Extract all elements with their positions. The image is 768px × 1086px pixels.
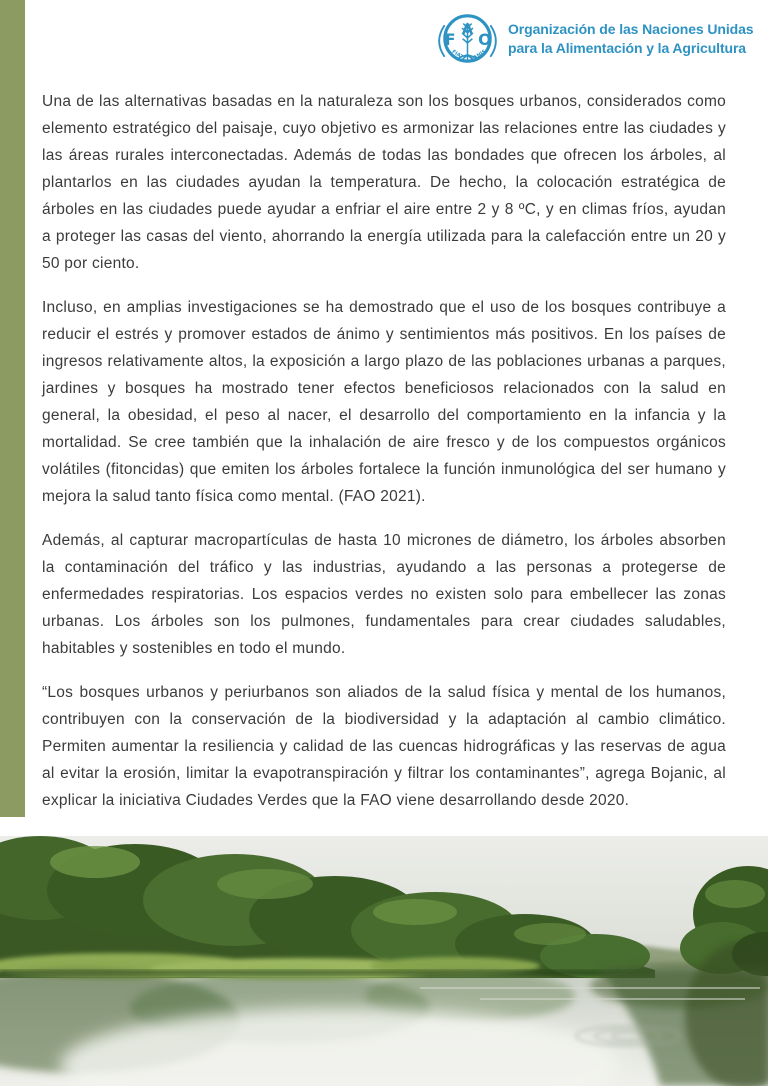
org-name-line2: para la Alimentación y la Agricultura [508, 39, 746, 56]
paragraph-health-research: Incluso, en amplias investigaciones se ha demostrado que el uso de los bosques contribuye a reducir el estrés y promover estados de ánimo y sentimientos más positivos. En los países de ingresos relativamente altos, la exposición a largo plazo de las poblaciones urbanas a parques, jardines y bosques ha mostrado tener efectos beneficiosos relacionados con la salud en general, la obesidad, el peso al nacer, el desarrollo del comportamiento en la infancia y la mortalidad. Se cree también que la inhalación de aire fresco y de los compuestos orgánicos volátiles (fitoncidas) que emiten los árboles fortalece la función inmunológica del ser humano y mejora la salud tanto física como mental. (FAO 2021). [42, 299, 726, 505]
article-body [42, 88, 726, 831]
river-forest-photo [0, 836, 768, 1086]
paragraph-air-pollution: Además, al capturar macropartículas de hasta 10 micrones de diámetro, los árboles absorben la contaminación del tráfico y las industrias, ayudando a las personas a protegerse de enfermedades respiratorias. Los espacios verdes no existen solo para embellecer las zonas urbanas. Los árboles son los pulmones, fundamentales para crear ciudades saludables, habitables y sostenibles en todo el mundo. [42, 532, 726, 657]
fao-logo [436, 8, 499, 69]
river-landscape-illustration [0, 836, 768, 1086]
fao-logo-icon [436, 8, 499, 69]
logo-letter-o: O [478, 29, 492, 49]
org-name [508, 20, 753, 58]
left-accent-bar [0, 0, 25, 817]
page-header [436, 8, 753, 69]
paragraph-quote-bojanic: “Los bosques urbanos y periurbanos son aliados de la salud física y mental de los humanos, contribuyen con la conservación de la biodiversidad y la adaptación al cambio climático. Permiten aumentar la resiliencia y calidad de las cuencas hidrográficas y las reservas de agua al evitar la erosión, limitar la evapotranspiración y filtrar los contaminantes”, agrega Bojanic, al explicar la iniciativa Ciudades Verdes que la FAO viene desarrollando desde 2020. [42, 684, 726, 809]
paragraph-urban-forests: Una de las alternativas basadas en la naturaleza son los bosques urbanos, considerados como elemento estratégico del paisaje, cuyo objetivo es armonizar las relaciones entre las ciudades y las áreas rurales interconectadas. Además de todas las bondades que ofrecen los árboles, al plantarlos en las ciudades ayudan la temperatura. De hecho, la colocación estratégica de árboles en las ciudades puede ayudar a enfriar el aire entre 2 y 8 ºC, y en climas fríos, ayudan a proteger las casas del viento, ahorrando la energía utilizada para la calefacción entre un 20 y 50 por ciento. [42, 93, 726, 272]
logo-letter-a: A [461, 22, 474, 39]
org-name-line1: Organización de las Naciones Unidas [508, 20, 754, 37]
logo-motto-fiat: FIAT [450, 48, 465, 61]
logo-letter-f: F [444, 29, 456, 49]
logo-motto-panis: PANIS [469, 48, 488, 63]
